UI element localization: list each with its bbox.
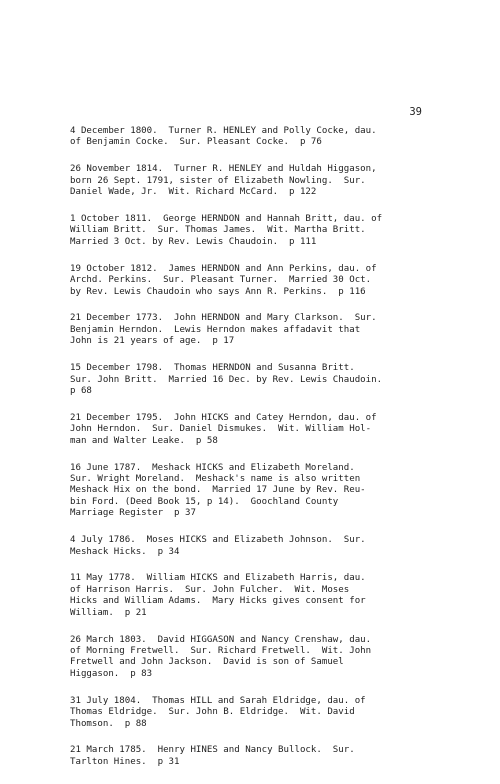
entry-line: Hicks and William Adams. Mary Hicks gives consent for bbox=[70, 596, 366, 607]
marriage-entry bbox=[70, 264, 440, 298]
entry-line: 1 October 1811. George HERNDON and Hannah Britt, dau. of bbox=[70, 214, 383, 225]
entry-line: Fretwell and John Jackson. David is son of Samuel bbox=[70, 657, 344, 668]
entry-line: by Rev. Lewis Chaudoin who says Ann R. Perkins. p 116 bbox=[70, 286, 366, 297]
entry-line: man and Walter Leake. p 58 bbox=[70, 435, 218, 446]
entry-line: John is 21 years of age. p 17 bbox=[70, 336, 235, 347]
marriage-entry bbox=[70, 696, 440, 730]
entry-line: Marriage Register p 37 bbox=[70, 508, 196, 519]
entry-line: Daniel Wade, Jr. Wit. Richard McCard. p 122 bbox=[70, 187, 317, 198]
entry-line: 15 December 1798. Thomas HERNDON and Susanna Britt. bbox=[70, 363, 355, 374]
entry-line: born 26 Sept. 1791, sister of Elizabeth Nowling. Sur. bbox=[70, 175, 366, 186]
entry-line: 21 December 1795. John HICKS and Catey Herndon, dau. of bbox=[70, 412, 377, 423]
marriage-entry bbox=[70, 463, 440, 520]
marriage-entry bbox=[70, 535, 440, 558]
entry-line: of Morning Fretwell. Sur. Richard Fretwell. Wit. John bbox=[70, 646, 372, 656]
entry-line: bin Ford. (Deed Book 15, p 14). Goochland County bbox=[70, 496, 339, 507]
entry-line: 26 March 1803. David HIGGASON and Nancy Crenshaw, dau. bbox=[70, 634, 372, 645]
entry-line: William. p 21 bbox=[70, 607, 147, 618]
entry-line: of Benjamin Cocke. Sur. Pleasant Cocke. p 76 bbox=[70, 137, 322, 148]
entry-line: p 68 bbox=[70, 386, 92, 396]
marriage-entry bbox=[70, 363, 440, 397]
entry-line: 21 March 1785. Henry HINES and Nancy Bullock. Sur. bbox=[70, 745, 355, 756]
page-number: 39 bbox=[409, 106, 422, 118]
entry-line: Sur. Wright Moreland. Meshack's name is also written bbox=[70, 474, 361, 485]
entry-line: Married 3 Oct. by Rev. Lewis Chaudoin. p 111 bbox=[70, 236, 317, 247]
marriage-entry bbox=[70, 126, 440, 149]
entry-line: of Harrison Harris. Sur. John Fulcher. Wit. Moses bbox=[70, 584, 350, 595]
entry-line: Thomas Eldridge. Sur. John B. Eldridge. Wit. David bbox=[70, 707, 355, 718]
marriage-entry bbox=[70, 164, 440, 198]
marriage-entry bbox=[70, 573, 440, 619]
entry-line: 19 October 1812. James HERNDON and Ann Perkins, dau. of bbox=[70, 263, 377, 274]
marriage-entry bbox=[70, 635, 440, 681]
entry-line: Sur. John Britt. Married 16 Dec. by Rev. Lewis Chaudoin. bbox=[70, 374, 383, 385]
entry-line: 21 December 1773. John HERNDON and Mary Clarkson. Sur. bbox=[70, 313, 377, 324]
entry-line: Higgason. p 83 bbox=[70, 668, 153, 679]
entry-line: Meshack Hix on the bond. Married 17 June by Rev. Reu- bbox=[70, 485, 366, 496]
entry-line: 16 June 1787. Meshack HICKS and Elizabeth Moreland. bbox=[70, 462, 355, 473]
entry-line: John Herndon. Sur. Daniel Dismukes. Wit. William Hol- bbox=[70, 424, 372, 435]
entry-line: 31 July 1804. Thomas HILL and Sarah Eldridge, dau. of bbox=[70, 695, 366, 706]
entry-line: 11 May 1778. William HICKS and Elizabeth Harris, dau. bbox=[70, 573, 366, 584]
marriage-entry bbox=[70, 214, 440, 248]
entry-line: Benjamin Herndon. Lewis Herndon makes affadavit that bbox=[70, 324, 361, 335]
entry-line: 4 July 1786. Moses HICKS and Elizabeth Johnson. Sur. bbox=[70, 535, 366, 546]
entry-line: Archd. Perkins. Sur. Pleasant Turner. Married 30 Oct. bbox=[70, 275, 372, 286]
entry-line: Meshack Hicks. p 34 bbox=[70, 546, 180, 557]
entry-line: 4 December 1800. Turner R. HENLEY and Polly Cocke, dau. bbox=[70, 126, 377, 136]
entry-line: Thomson. p 88 bbox=[70, 718, 147, 729]
marriage-entries bbox=[70, 126, 440, 784]
entry-line: 26 November 1814. Turner R. HENLEY and Huldah Higgason, bbox=[70, 164, 377, 175]
entry-line: William Britt. Sur. Thomas James. Wit. Martha Britt. bbox=[70, 225, 366, 236]
marriage-entry bbox=[70, 413, 440, 447]
entry-line: Tarlton Hines. p 31 bbox=[70, 756, 180, 767]
marriage-entry bbox=[70, 745, 440, 768]
marriage-entry bbox=[70, 313, 440, 347]
